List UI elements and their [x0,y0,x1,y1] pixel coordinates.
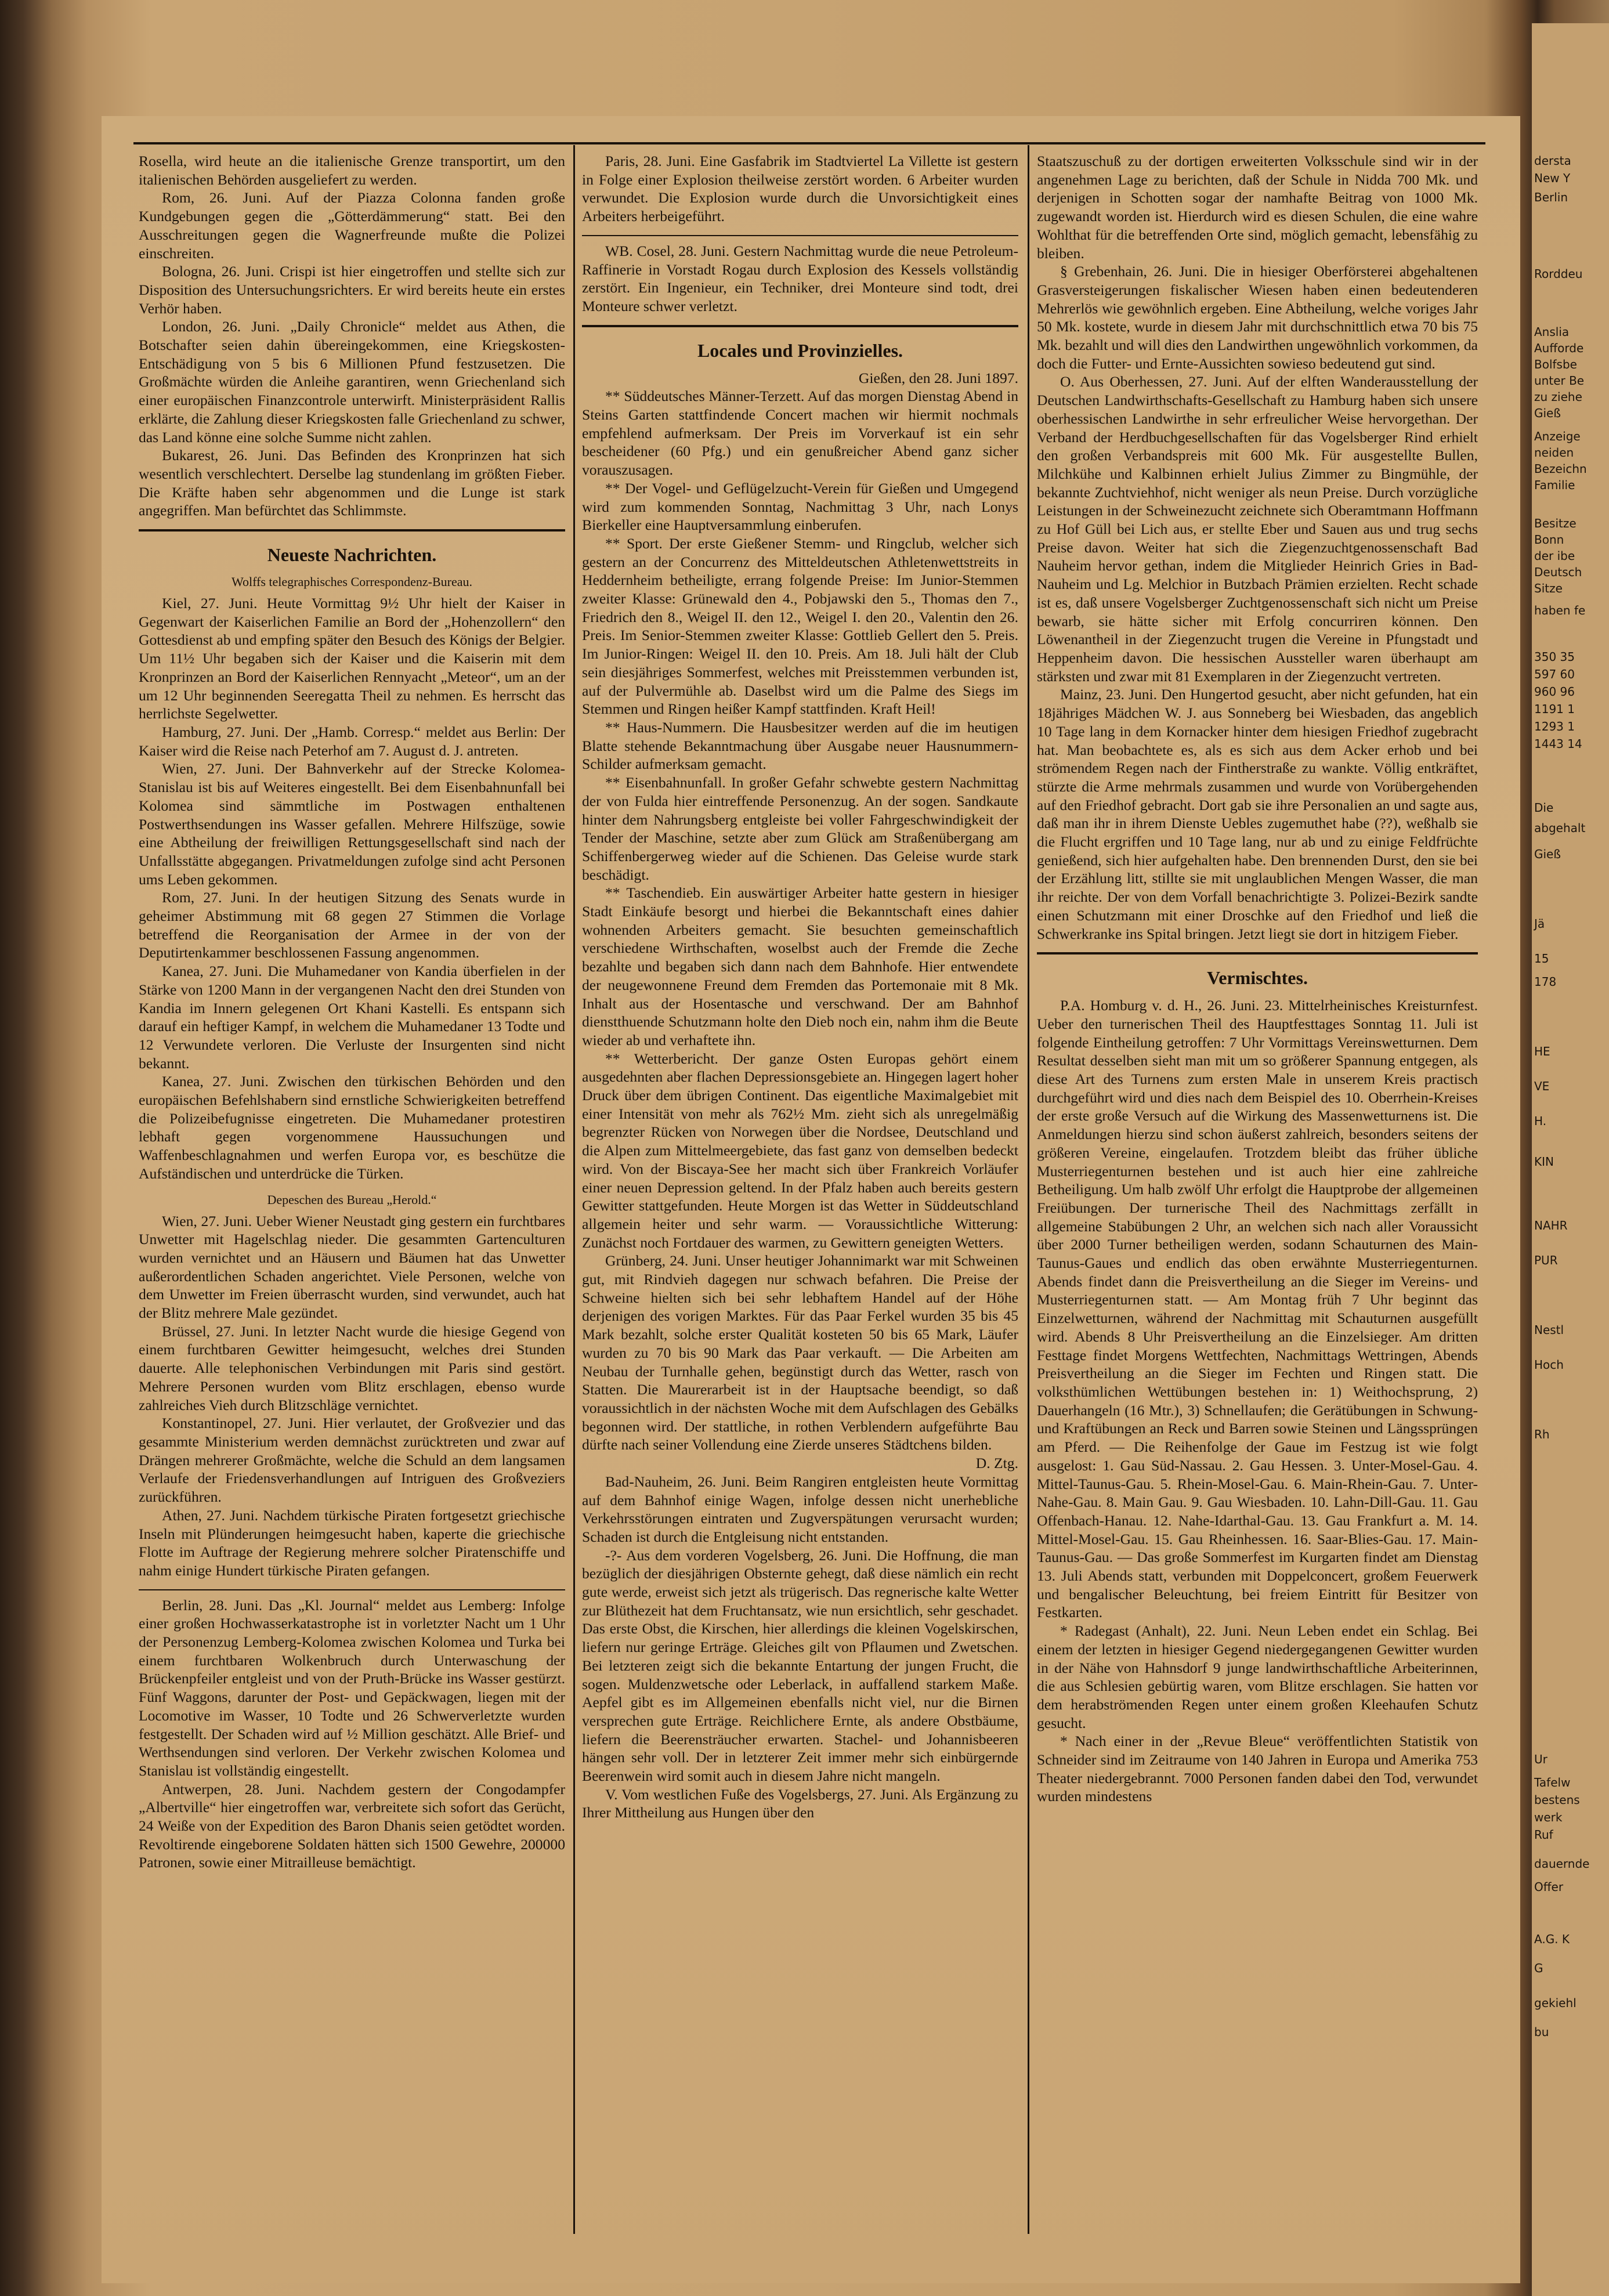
column-1 [139,152,565,1872]
adjacent-page-fragment: haben fe [1534,603,1586,617]
article-paragraph: * Nach einer in der „Revue Bleue“ veröffentlichten Statistik von Schneider sind im Zeitraume von 140 Jahren in Europa und Amerika 753 Theater niedergebrannt. 7000 Personen fanden dabei den Tod, verwundet wurden mindestens [1037,1733,1478,1805]
column-rule-1 [573,145,575,2234]
col1-opening-items [139,152,565,520]
section-rule [139,1589,565,1590]
adjacent-page-fragment: Anzeige [1534,429,1581,443]
article-paragraph: Antwerpen, 28. Juni. Nachdem gestern der Congodampfer „Albertville“ hier eingetroffen war, verbreitete sich sofort das Gerücht, 24 Weiße von der Expedition des Baron Dhanis seien getödtet worden. Revoltirende eingeborene Soldaten hätten sich 1500 Gewehre, 200000 Patronen, sowie einer Mitrailleuse bemächtigt. [139,1780,565,1871]
article-paragraph: O. Aus Oberhessen, 27. Juni. Auf der elften Wanderausstellung der Deutschen Landwirthschafts-Gesellschaft zu Hamburg haben sich unsere oberhessischen Landwirthe in sehr erfreulicher Weise hervorgethan. Der Verband der Herdbuchgesellschaften für das Vogelsberger Rind erhielt den großen Verbandspreis mit 600 Mk. Für ausgestellte Bullen, Milchkühe und Kalbinnen erhielt Julius Zimmer zu Bingmühle, der bekannte Zuchtviehhof, nicht weniger als neun Preise. Durch vorzügliche Leistungen in der Schweinezucht zeichnete sich Oberamtmann Hoffmann zu Hof Güll bei Lich aus, er stellte Eber und Sauen aus und trug sechs Preise davon. Weiter hat sich die Ziegenzuchtgenossenschaft Bad Nauheim hervor gethan, indem die Mitglieder Heinrich Gries in Bad-Nauheim und Lg. Melchior in Butzbach Prämien erzielten. Recht schade ist es, daß unsere Vogelsberger Zuchtgenossenschaft sich nicht um Preise bewarb, sie hätte sicher mit Erfolg concurriren können. Den Löwenantheil in der Ziegenzucht trugen die Vereine in Pfungstadt und Heppenheim davon. Die hessischen Aussteller waren überhaupt am stärksten und zwar mit 81 Exemplaren in der Ziegenzucht vertreten. [1037,373,1478,685]
adjacent-page-fragment: Familie [1534,478,1575,492]
adjacent-page-fragment: 178 [1534,975,1557,989]
adjacent-page-fragment: Offer [1534,1880,1564,1894]
adjacent-page-fragment: werk [1534,1810,1563,1824]
adjacent-page-fragment: Ur [1534,1752,1547,1766]
article-paragraph: Athen, 27. Juni. Nachdem türkische Piraten fortgesetzt griechische Inseln mit Plünderungen heimgesucht haben, kaperte die griechische Flotte im Auftrage der Regierung mehrere solcher Piratenschiffe und nahm einige Hundert türkische Piraten gefangen. [139,1506,565,1579]
section-heading-neueste-nachrichten: Neueste Nachrichten. [267,544,437,566]
adjacent-page-fragment: Deutsch [1534,565,1582,579]
adjacent-page-fragment: 960 96 [1534,685,1575,699]
article-paragraph: Rom, 27. Juni. In der heutigen Sitzung des Senats wurde in geheimer Abstimmung mit 68 gegen 27 Stimmen die Vorlage betreffend die Reorganisation der Armee in der von der Deputirtenkammer beschlossenen Fassung angenommen. [139,889,565,961]
adjacent-page-fragment: zu ziehe [1534,390,1582,404]
article-paragraph: V. Vom westlichen Fuße des Vogelsbergs, 27. Juni. Als Ergänzung zu Ihrer Mittheilung aus Hungen über den [582,1785,1018,1821]
section-rule [582,325,1018,327]
adjacent-page-fragment: Gieß [1534,406,1561,420]
adjacent-page-fragment: der ibe [1534,549,1575,563]
article-paragraph: P.A. Homburg v. d. H., 26. Juni. 23. Mittelrheinisches Kreisturnfest. Ueber den turnerischen Theil des Hauptfesttages Sonntag 11. Juli ist folgende Eintheilung getroffen: 7 Uhr Vormittags Vereinswetturnen. Dem Resultat desselben sieht man mit um so größerer Spannung entgegen, als diese Art des Turnens zum ersten Male in unserem Kreis practisch durchgeführt wird und dies nach dem Beispiel des 10. Oberrhein-Kreises der erste große Versuch auf die Wirkung des Massenwetturnens ist. Die Anmeldungen hierzu sind schon äußerst zahlreich, besonders seitens der größeren Vereine, eingelaufen. Trotzdem bleibt das früher übliche Musterriegenturnen bestehen und ist auch hier eine zahlreiche Betheiligung. Um halb zwölf Uhr erfolgt die Hauptprobe der allgemeinen Freiübungen. Der turnerische Theil des Nachmittags zerfällt in allgemeine Stabübungen 2 Uhr, an welchen sich nach aller Voraussicht über 2000 Turner betheiligen werden, sodann Schauturnen des Main-Taunus-Gaues und endlich das oben erwähnte Musterriegenturnen. Abends findet dann die Preisvertheilung an die Sieger im Vereins- und Musterriegenturnen statt. — Am Montag früh 7 Uhr beginnt das Einzelwetturnen, während der Nachmittag mit Schauturnen ausgefüllt wird. Abends 8 Uhr Preisvertheilung an die Einzelsieger. Am dritten Festtage findet Morgens Wettfechten, Nachmittags Wettringen, Abends Preisvertheilung an die Sieger im Fechten und Ringen statt. Die volksthümlichen Wettübungen bestehen in: 1) Weithochsprung, 2) Dauerhangeln (16 Mtr.), 3) Schnellaufen; die Gerätübungen in Schwung- und Kraftübungen an Reck und Barren sowie Steinen und Längssprüngen am Pferd. — Die Reihenfolge der Gaue im Festzug ist wie folgt ausgelost: 1. Gau Süd-Nassau. 2. Gau Hessen. 3. Unter-Mosel-Gau. 4. Mittel-Taunus-Gau. 5. Rhein-Mosel-Gau. 6. Main-Rhein-Gau. 7. Unter-Nahe-Gau. 8. Main Gau. 9. Gau Wiesbaden. 10. Lahn-Dill-Gau. 11. Gau Offenbach-Hanau. 12. Nahe-Idarthal-Gau. 13. Gau Frankfurt a. M. 14. Mittel-Mosel-Gau. 15. Gau Rheinhessen. 16. Saar-Blies-Gau. 17. Main-Taunus-Gau. — Das große Sommerfest im Kurgarten findet am Dienstag 13. Juli Abends statt, verbunden mit Doppelconcert, großem Feuerwerk und bengalischer Beleuchtung, bei freiem Eintritt für Besitzer von Festkarten. [1037,997,1478,1621]
section-rule [582,235,1018,236]
adjacent-page-fragment: Ruf [1534,1828,1553,1842]
adjacent-page-fragment: Hoch [1534,1358,1564,1372]
adjacent-page-fragment: PUR [1534,1253,1558,1267]
adjacent-page-fragment: Besitze [1534,516,1577,530]
adjacent-page-fragment: dersta [1534,154,1571,168]
adjacent-page-fragment: bestens [1534,1793,1580,1807]
adjacent-page-fragment: bu [1534,2025,1549,2039]
article-paragraph: -?- Aus dem vorderen Vogelsberg, 26. Juni. Die Hoffnung, die man bezüglich der diesjährigen Obsternte gehegt, daß diese nämlich ein recht gute werde, erweist sich jetzt als trügerisch. Das regnerische kalte Wetter zur Blüthezeit hat dem Fruchtansatz, wie nun ersichtlich, sehr geschadet. Das erste Obst, die Kirschen, hier allerdings die kleinen Vogelskirschen, liefern nur geringe Erträge. Gleiches gilt von Pflaumen und Zwetschen. Bei letzteren zeigt sich die bekannte Entartung der jungen Frucht, die sogen. Muldenzwetsche oder Leberlack, in auffallend starkem Maße. Aepfel gibt es im Allgemeinen ebenfalls nicht viel, nur die Birnen versprechen gute Erträge. Reichlichere Ernte, als andere Obstbäume, liefern die Beerensträucher erwarten. Stachel- und Johannisbeeren hängen sehr voll. Der in letzterer Zeit immer mehr sich einbürgernde Beerenwein wird somit auch in diesem Jahre nicht mangeln. [582,1546,1018,1785]
adjacent-page-fragment: 350 35 [1534,650,1575,664]
article-paragraph: Bologna, 26. Juni. Crispi ist hier eingetroffen und stellte sich zur Disposition des Untersuchungsrichters. Er wird bereits heute ein erstes Verhör haben. [139,263,565,317]
adjacent-page-fragment: Bonn [1534,533,1564,547]
adjacent-page-fragment: Bolfsbe [1534,357,1577,371]
adjacent-page-edge [1532,23,1609,2296]
section-rule [1037,952,1478,954]
source-signature: D. Ztg. [975,1455,1018,1472]
article-paragraph: ** Haus-Nummern. Die Hausbesitzer werden auf die im heutigen Blatte stehende Bekanntmachung über Ausgabe neuer Hausnummern-Schilder aufmerksam gemacht. [582,718,1018,773]
adjacent-page-fragment: G [1534,1961,1543,1975]
adjacent-page-fragment: Jä [1534,917,1545,931]
adjacent-page-fragment: New Y [1534,171,1571,185]
article-paragraph: Hamburg, 27. Juni. Der „Hamb. Corresp.“ meldet aus Berlin: Der Kaiser wird die Reise nach Peterhof am 7. August d. J. antreten. [139,723,565,759]
article-paragraph: Berlin, 28. Juni. Das „Kl. Journal“ meldet aus Lemberg: Infolge einer großen Hochwasserkatastrophe ist in vorletzter Nacht um 1 Uhr der Personenzug Lemberg-Kolomea zwischen Kolomea und Turka bei einem furchtbaren Wolkenbruch durch Unterwaschung der Brückenpfeiler entgleist und von der Pruth-Brücke ins Wasser gestürzt. Fünf Waggons, darunter der Post- und Gepäckwagen, liegen mit der Locomotive im Wasser, 10 Todte und 26 Schwerverletzte wurden festgestellt. Der Schaden wird auf ½ Million geschätzt. Alle Brief- und Werthsendungen sind verloren. Der Verkehr zwischen Kolomea und Stanislau ist vollständig eingestellt. [139,1596,565,1779]
dateline: Gießen, den 28. Juni 1897. [858,369,1018,386]
article-paragraph: ** Wetterbericht. Der ganze Osten Europas gehört einem ausgedehnten aber flachen Depressionsgebiete an. Hingegen lagert hoher Druck über dem übrigen Continent. Das eigentliche Maximalgebiet mit einer Intensität von mehr als 762½ Mm. zieht sich als unregelmäßig begrenzter Rücken von Norwegen über die Nordsee, Deutschland und die Alpen zum Mittelmeergebiete, das fast ganz von demselben bedeckt wird. Von der Biscaya-See her macht sich über Frankreich Vorläufer einer neuen Depression geltend. In der Pfalz haben auch bereits gestern Gewitter stattgefunden. Heute Morgen ist das Wetter in Süddeutschland allgemein heiter und sehr warm. — Voraussichtliche Witterung: Zunächst noch Fortdauer des warmen, zu Gewittern geneigten Wetters. [582,1050,1018,1251]
adjacent-page-fragment: H. [1534,1114,1547,1128]
adjacent-page-fragment: KIN [1534,1155,1554,1169]
article-paragraph: ** Eisenbahnunfall. In großer Gefahr schwebte gestern Nachmittag der von Fulda hier eintreffende Personenzug. An der sogen. Sandkaute hinter dem Nahrungsberg entgleiste bei voller Fahrgeschwindigkeit der Tender der Maschine, setzte aber zum Glück am Straßenübergang am Schiffenbergerweg wieder auf die Schienen. Das Geleise wurde stark beschädigt. [582,774,1018,883]
adjacent-page-fragment: VE [1534,1079,1550,1093]
column-3 [1037,152,1478,1806]
adjacent-page-fragment: Aufforde [1534,341,1584,355]
article-paragraph: Rosella, wird heute an die italienische Grenze transportirt, um den italienischen Behörden ausgeliefert zu werden. [139,153,565,188]
adjacent-page-fragment: dauernde [1534,1857,1590,1871]
adjacent-page-fragment: 1293 1 [1534,719,1575,733]
article-paragraph: Rom, 26. Juni. Auf der Piazza Colonna fanden große Kundgebungen gegen die „Götterdämmerung“ statt. Bei den Ausschreitungen gegen die Wagnerfreunde mußte die Polizei einschreiten. [139,189,565,262]
adjacent-page-fragment: Rorddeu [1534,267,1583,281]
article-paragraph: Wien, 27. Juni. Ueber Wiener Neustadt ging gestern ein furchtbares Unwetter mit Hagelschlag nieder. Die gesammten Gartenculturen wurden vernichtet und an Häusern und Bäumen hat das Unwetter außerordentlichen Schaden angerichtet. Viele Personen, welche von dem Unwetter im Freien überrascht wurden, sind verwundet, auch hat der Blitz mehrere Male gezündet. [139,1212,565,1322]
article-paragraph: * Radegast (Anhalt), 22. Juni. Neun Leben endet ein Schlag. Bei einem der letzten in hiesiger Gegend niedergegangenen Gewitter wurden in der Nähe von Hahnsdorf 9 junge landwirthschaftliche Arbeiterinnen, die aus Schlesien gebürtig waren, vom Blitze erschlagen. Sie hatten vor dem herabströmenden Regen unter einem großen Kleehaufen Schutz gesucht. [1037,1622,1478,1731]
section-rule [139,529,565,531]
adjacent-page-fragment: Nestl [1534,1323,1564,1337]
article-paragraph: Kanea, 27. Juni. Die Muhamedaner von Kandia überfielen in der Stärke von 1200 Mann in der vergangenen Nacht den drei Stunden von Kandia im Innern gelegenen Ort Khani Kastelli. Es entspann sich darauf ein heftiger Kampf, in welchem die Muhamedaner 13 Todte und 12 Verwundete verloren. Die Verluste der Insurgenten sind nicht bekannt. [139,963,565,1072]
adjacent-page-fragment: Tafelw [1534,1776,1571,1789]
article-paragraph: ** Sport. Der erste Gießener Stemm- und Ringclub, welcher sich gestern an der Concurrenz des Mitteldeutschen Athletenwettstreits in Heddernheim betheiligte, errang folgende Preise: Im Junior-Stemmen zweiter Klasse: Grünewald den 4., Pobjawski den 5., Thomas den 7., Friedrich den 8., Weigel II. den 12., Weigel I. den 20., Valentin den 26. Preis. Im Senior-Stemmen zweiter Klasse: Gottlieb Gellert den 5. Preis. Im Junior-Ringen: Weigel II. den 10. Preis. Am 18. Juli hält der Club sein diesjähriges Sommerfest, welches mit Preisstemmen verbunden ist, auf der Pulvermühle ab. Daselbst wird um die Palme des Siegs im Stemmen und Ringen heißer Kampf stattfinden. Kraft Heil! [582,534,1018,718]
article-paragraph: WB. Cosel, 28. Juni. Gestern Nachmittag wurde die neue Petroleum-Raffinerie in Vorstadt Rogau durch Explosion des Kessels vollständig zerstört. Ein Ingenieur, ein Techniker, drei Monteure sind todt, drei Monteure schwer verletzt. [582,242,1018,314]
article-paragraph: London, 26. Juni. „Daily Chronicle“ meldet aus Athen, die Botschafter seien dahin übereingekommen, eine Kriegskosten-Entschädigung von 5 bis 6 Millionen Pfund festzusetzen. Die Großmächte würden die Anleihe garantiren, wenn Griechenland sich einer europäischen Finanzcontrole unterwirft. Ministerpräsident Rallis erklärte, die Zahlung dieser Kriegskosten falle Griechenland zu schwer, das Land könne eine solche Summe nicht zahlen. [139,318,565,446]
adjacent-page-fragment: A.G. K [1534,1932,1570,1946]
herold-bureau-subheading: Depeschen des Bureau „Herold.“ [267,1192,437,1207]
article-paragraph: Kiel, 27. Juni. Heute Vormittag 9½ Uhr hielt der Kaiser in Gegenwart der Kaiserlichen Familie an Bord der „Hohenzollern“ den Gottesdienst ab und empfing später den Besuch des Königs der Belgier. Um 11½ Uhr begaben sich der Kaiser und die Kaiserin mit dem Kronprinzen an Bord der Kaiserlichen Rennyacht „Meteor“, um an der um 12 Uhr beginnenden Seeregatta Theil zu nehmen. Es herrscht das herrlichste Segelwetter. [139,595,565,722]
article-paragraph: Bukarest, 26. Juni. Das Befinden des Kronprinzen hat sich wesentlich verschlechtert. Derselbe lag stundenlang im größten Fieber. Die Kräfte haben sehr abgenommen und die Lunge ist stark angegriffen. Man befürchtet das Schlimmste. [139,447,565,519]
article-paragraph: Grünberg, 24. Juni. Unser heutiger Johannimarkt war mit Schweinen gut, mit Rindvieh dagegen nur schwach befahren. Die Preise der Schweine hielten sich bei sehr lebhaftem Handel auf der Höhe derjenigen des vorigen Marktes. Für das Paar Ferkel wurden 35 bis 45 Mark bezahlt, solche erster Qualität kosteten 50 bis 65 Mark, Läufer wurden zu 70 bis 90 Mark das Paar verkauft. — Die Arbeiten am Neubau der Turnhalle gehen, begünstigt durch das Wetter, rasch von Statten. Die Maurerarbeit ist in der Hauptsache beendigt, so daß voraussichtlich in der nächsten Woche mit dem Aufschlagen des Gebälks begonnen wird. Der stattliche, in rothen Verblendern aufgeführte Bau dürfte nach seiner Vollendung eine Zierde unseres Städtchens bilden. [582,1252,1018,1453]
section-heading-locales: Locales und Provinzielles. [697,339,903,361]
adjacent-page-fragment: Bezeichn [1534,462,1587,476]
article-paragraph: Wien, 27. Juni. Der Bahnverkehr auf der Strecke Kolomea-Stanislau ist bis auf Weiteres eingestellt. Bei dem Eisenbahnunfall bei Kolomea sind sämmtliche im Postwagen enthaltenen Postwerthsendungen ins Wasser gefallen. Mehrere Hilfszüge, sowie eine Abtheilung der freiwilligen Rettungsgesellschaft sind nach der Unfallsstätte abgegangen. Privatmeldungen zufolge sind acht Personen ums Leben gekommen. [139,760,565,888]
adjacent-page-fragment: gekiehl [1534,1996,1577,2010]
article-paragraph: ** Süddeutsches Männer-Terzett. Auf das morgen Dienstag Abend in Steins Garten stattfindende Concert machen wir hiermit nochmals empfehlend aufmerksam. Der Preis im Vorverkauf ist ein sehr bescheidener (60 Pfg.) und ein genußreicher Abend ganz sicher vorauszusagen. [582,388,1018,479]
adjacent-page-fragment: Sitze [1534,581,1563,595]
adjacent-page-fragment: Berlin [1534,190,1568,204]
article-paragraph: Staatszuschuß zu der dortigen erweiterten Volksschule sind wir in der angenehmen Lage zu berichten, daß der Schule in Nidda 700 Mk. und derjenigen in Schotten sogar der namhafte Beitrag von 1000 Mk. zugewandt worden ist. Hierdurch wird es diesen Schulen, die eine wahre Wohlthat für die betreffenden Orte sind, möglich gemacht, lebensfähig zu bleiben. [1037,153,1478,262]
article-paragraph: Kanea, 27. Juni. Zwischen den türkischen Behörden und den europäischen Befehlshabern sind ernstliche Schwierigkeiten betreffend die Polizeibefugnisse eingetreten. Die Muhamedaner protestiren lebhaft gegen vorgenommene Haussuchungen und Waffenbeschlagnahmen und werfen Europa vor, es beschütze die Aufständischen und unterdrücke die Türken. [139,1073,565,1182]
adjacent-page-fragment: 597 60 [1534,667,1575,681]
article-paragraph: Bad-Nauheim, 26. Juni. Beim Rangiren entgleisten heute Vormittag auf dem Bahnhof einige Wagen, infolge dessen nicht unerhebliche Verkehrsstörungen eintraten und Zugverspätungen verursacht wurden; Schaden ist durch die Entgleisung nicht entstanden. [582,1473,1018,1545]
adjacent-page-fragment: Anslia [1534,325,1570,339]
adjacent-page-fragment: Rh [1534,1427,1550,1441]
adjacent-page-fragment: unter Be [1534,374,1585,388]
column-2 [582,152,1018,1822]
article-paragraph: ** Taschendieb. Ein auswärtiger Arbeiter hatte gestern in hiesiger Stadt Einkäufe besorgt und hierbei die Bekanntschaft eines dahier wohnenden Arbeiters gemacht. Sie besuchten gemeinschaftlich verschiedene Wirthschaften, woselbst auch der Fremde die Zeche bezahlte und begaben sich dann nach dem Bahnhofe. Hier entwendete der neugewonnene Freund dem Fremden das Portemonaie mit 8 Mk. Inhalt aus der Hosentasche und verschwand. Der am Bahnhof dienstthuende Schutzmann holte den Dieb noch ein, nahm ihm die Beute wieder ab und verhaftete ihn. [582,884,1018,1048]
adjacent-page-fragment: 1191 1 [1534,702,1575,716]
adjacent-page-fragment: Die [1534,801,1554,815]
article-paragraph: Brüssel, 27. Juni. In letzter Nacht wurde die hiesige Gegend von einem furchtbaren Gewitter heimgesucht, welches drei Stunden dauerte. Alle telephonischen Verbindungen mit Paris sind gestört. Mehrere Personen wurden vom Blitz erschlagen, ebenso wurde zahlreiches Vieh durch Blitzschläge vernichtet. [139,1322,565,1413]
adjacent-page-fragment: 15 [1534,952,1549,966]
adjacent-page-fragment: neiden [1534,446,1574,460]
spacer [139,1183,565,1191]
wolff-bureau-subheading: Wolffs telegraphisches Correspondenz-Bureau. [231,574,473,590]
article-paragraph: Mainz, 23. Juni. Den Hungertod gesucht, aber nicht gefunden, hat ein 18jähriges Mädchen W. J. aus Sonneberg bei Wiesbaden, das angeblich 10 Tage lang in dem Kornacker hinter dem hiesigen Friedhof zugebracht hat. Man beobachtete es, als es sich aus dem Acker erhob und bei strömendem Regen nach der Fintherstraße zu wankte. Völlig entkräftet, stürzte die Arme mehrmals zusammen und wurde von Vorübergehenden auf den Friedhof gebracht. Dort gab sie ihre Personalien an und sagte aus, daß man ihr in ihrem Dienste Uebles zugemuthet habe (??), weßhalb sie die Flucht ergriffen und 10 Tage lang, nur ab und zu einige Feldfrüchte genießend, sich hier aufgehalten habe. Den brennenden Durst, den sie bei der Erzählung litt, stillte sie mit unglaublichen Mengen Wasser, die man ihr reichte. Der von dem Vorfall benachrichtigte 3. Polizei-Bezirk sandte einen Schutzmann mit einer Droschke auf den Friedhof und ließ die Schwerkranke ins Spital bringen. Jetzt liegt sie dort in hitzigem Fieber. [1037,686,1478,942]
adjacent-page-fragment: abgehalt [1534,821,1586,835]
article-paragraph: ** Der Vogel- und Geflügelzucht-Verein für Gießen und Umgegend wird zum kommenden Sonntag, Nachmittag 3 Uhr, nach Lonys Bierkeller eine Hauptversammlung einberufen. [582,479,1018,534]
top-rule [133,142,1485,144]
adjacent-page-fragment: HE [1534,1044,1550,1058]
adjacent-page-fragment: 1443 14 [1534,737,1582,751]
column-rule-2 [1028,145,1029,2234]
adjacent-page-fragment: Gieß [1534,847,1561,861]
article-paragraph: Paris, 28. Juni. Eine Gasfabrik im Stadtviertel La Villette ist gestern in Folge einer Explosion theilweise zerstört worden. 6 Arbeiter wurden verwundet. Die Explosion wurde durch die Unvorsichtigkeit eines Arbeiters herbeigeführt. [582,153,1018,225]
adjacent-page-fragment: NAHR [1534,1218,1568,1232]
section-heading-vermischtes: Vermischtes. [1207,967,1308,989]
article-paragraph: § Grebenhain, 26. Juni. Die in hiesiger Oberförsterei abgehaltenen Grasversteigerungen fiskalischer Wiesen haben einen bedeutenderen Mehrerlös wie gewöhnlich ergeben. Eine Abtheilung, welche voriges Jahr 50 Mk. kostete, wurde in diesem Jahr mit durchschnittlich etwa 70 bis 75 Mk. bezahlt und will dies den Landwirthen ungewöhnlich vorkommen, da doch die Futter- und Ernte-Aussichten sowieso bedeutend gut sind. [1037,263,1478,372]
article-paragraph: Konstantinopel, 27. Juni. Hier verlautet, der Großvezier und das gesammte Ministerium werden demnächst zurücktreten und zwar auf Drängen mehrerer Großmächte, welche die Schuld an dem langsamen Verlaufe der Friedensverhandlungen auf Intriguen des Großveziers zurückführen. [139,1415,565,1506]
